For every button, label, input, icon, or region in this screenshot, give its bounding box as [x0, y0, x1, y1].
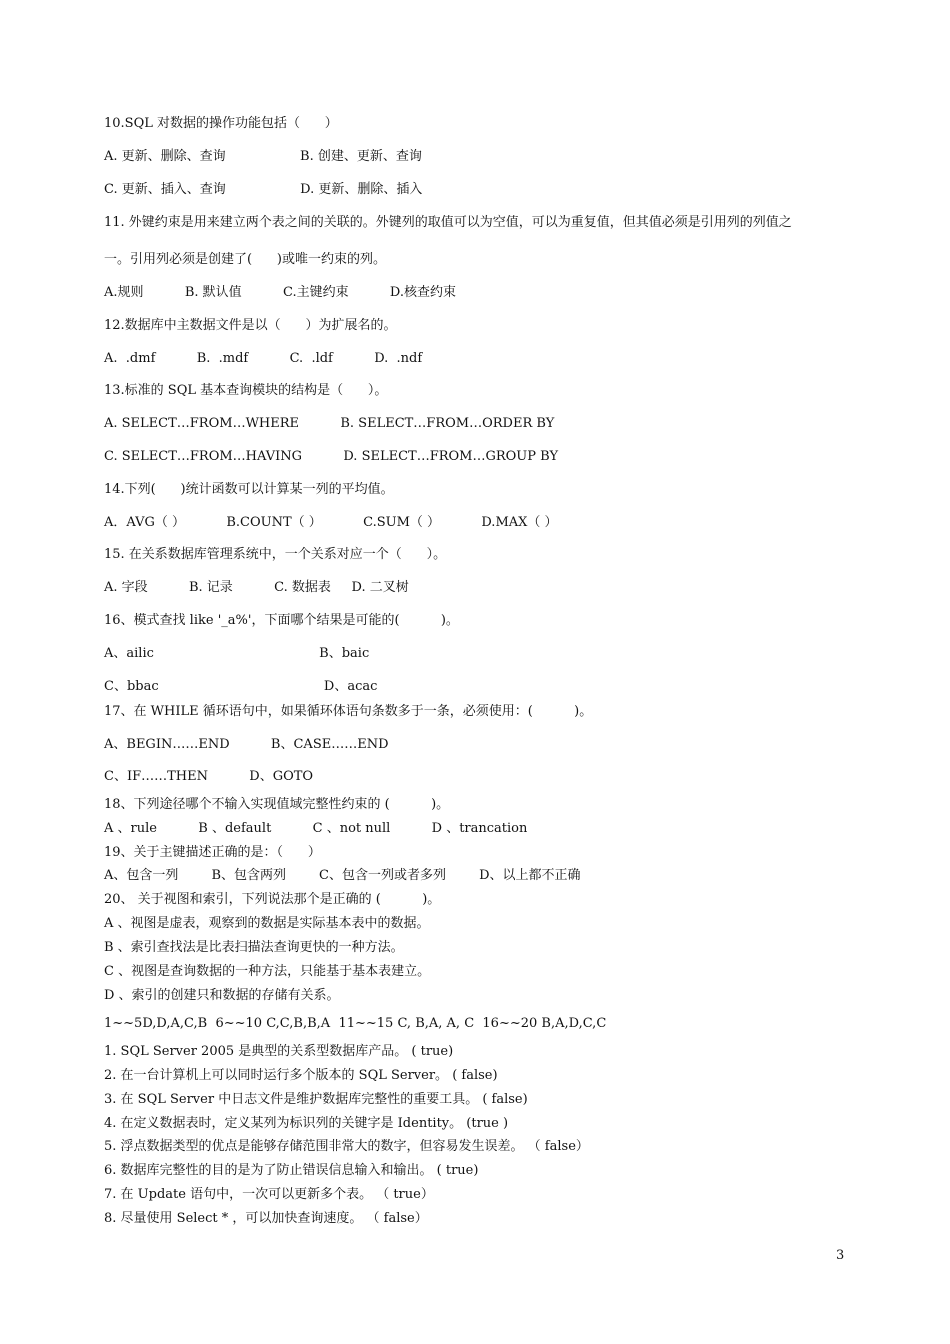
answer-key: 1~~5D,D,A,C,B 6~~10 C,C,B,B,A 11~~15 C, B,A, A, C 16~~20 B,A,D,C,C [104, 1016, 607, 1031]
tf-item-3: 3. 在 SQL Server 中日志文件是维护数据库完整性的重要工具。 ( false) [104, 1092, 528, 1107]
q20-option-b: B 、索引查找法是比表扫描法查询更快的一种方法。 [104, 940, 404, 955]
q17-options-ab: A、BEGIN……END B、CASE……END [104, 737, 389, 752]
q20-option-d: D 、索引的创建只和数据的存储有关系。 [104, 988, 340, 1003]
q13-stem: 13.标准的 SQL 基本查询模块的结构是（ ）。 [104, 383, 388, 398]
tf-item-6: 6. 数据库完整性的目的是为了防止错误信息输入和输出。 ( true) [104, 1163, 479, 1178]
q17-stem: 17、在 WHILE 循环语句中，如果循环体语句条数多于一条，必须使用：( )。 [104, 704, 593, 719]
tf-item-7: 7. 在 Update 语句中，一次可以更新多个表。 （ true） [104, 1187, 434, 1202]
q10-options-ab: A. 更新、删除、查询 B. 创建、更新、查询 [104, 149, 422, 164]
q19-stem: 19、关于主键描述正确的是：（ ） [104, 845, 321, 860]
q10-options-cd: C. 更新、插入、查询 D. 更新、删除、插入 [104, 182, 423, 197]
tf-item-8: 8. 尽量使用 Select * ，可以加快查询速度。 （ false） [104, 1211, 428, 1226]
q19-options: A、包含一列 B、包含两列 C、包含一列或者多列 D、以上都不正确 [104, 868, 581, 883]
page-number: 3 [836, 1248, 845, 1263]
q20-stem: 20、 关于视图和索引，下列说法那个是正确的 ( )。 [104, 892, 441, 907]
tf-item-2: 2. 在一台计算机上可以同时运行多个版本的 SQL Server。 ( false) [104, 1068, 498, 1083]
q14-options: A．AVG（ ） B.COUNT（ ） C.SUM（ ） D.MAX（ ） [104, 515, 558, 530]
q13-options-ab: A. SELECT…FROM…WHERE B. SELECT…FROM…ORDER BY [104, 416, 555, 431]
q16-options-cd: C、bbac D、acac [104, 679, 378, 694]
q12-options: A. .dmf B. .mdf C. .ldf D. .ndf [104, 351, 423, 366]
tf-item-5: 5. 浮点数据类型的优点是能够存储范围非常大的数字，但容易发生误差。 （ false） [104, 1139, 589, 1154]
q11-stem-line1: 11. 外键约束是用来建立两个表之间的关联的。外键列的取值可以为空值，可以为重复值，但其值必须是引用列的列值之 [104, 215, 792, 230]
q16-options-ab: A、ailic B、baic [104, 646, 370, 661]
q14-stem: 14.下列( )统计函数可以计算某一列的平均值。 [104, 482, 394, 497]
q15-options: A. 字段 B. 记录 C. 数据表 D. 二叉树 [104, 580, 409, 595]
q13-options-cd: C. SELECT…FROM…HAVING D. SELECT…FROM…GROUP BY [104, 449, 559, 464]
q11-options: A.规则 B. 默认值 C.主键约束 D.核查约束 [104, 285, 457, 300]
q18-stem: 18、下列途径哪个不输入实现值域完整性约束的 ( )。 [104, 797, 450, 812]
q16-stem: 16、模式查找 like '_a%'，下面哪个结果是可能的( )。 [104, 613, 459, 628]
q18-options: A 、rule B 、default C 、not null D 、trancation [104, 821, 528, 836]
q17-options-cd: C、IF……THEN D、GOTO [104, 769, 314, 784]
tf-item-1: 1. SQL Server 2005 是典型的关系型数据库产品。 ( true) [104, 1044, 454, 1059]
q20-option-c: C 、视图是查询数据的一种方法，只能基于基本表建立。 [104, 964, 431, 979]
tf-item-4: 4. 在定义数据表时，定义某列为标识列的关键字是 Identity。 (true ) [104, 1116, 509, 1131]
q15-stem: 15. 在关系数据库管理系统中，一个关系对应一个（ ）。 [104, 547, 447, 562]
q12-stem: 12.数据库中主数据文件是以（ ）为扩展名的。 [104, 318, 397, 333]
q11-stem-line2: 一。引用列必须是创建了( )或唯一约束的列。 [104, 252, 386, 267]
q20-option-a: A 、视图是虚表，观察到的数据是实际基本表中的数据。 [104, 916, 430, 931]
q10-stem: 10.SQL 对数据的操作功能包括（ ） [104, 116, 338, 131]
